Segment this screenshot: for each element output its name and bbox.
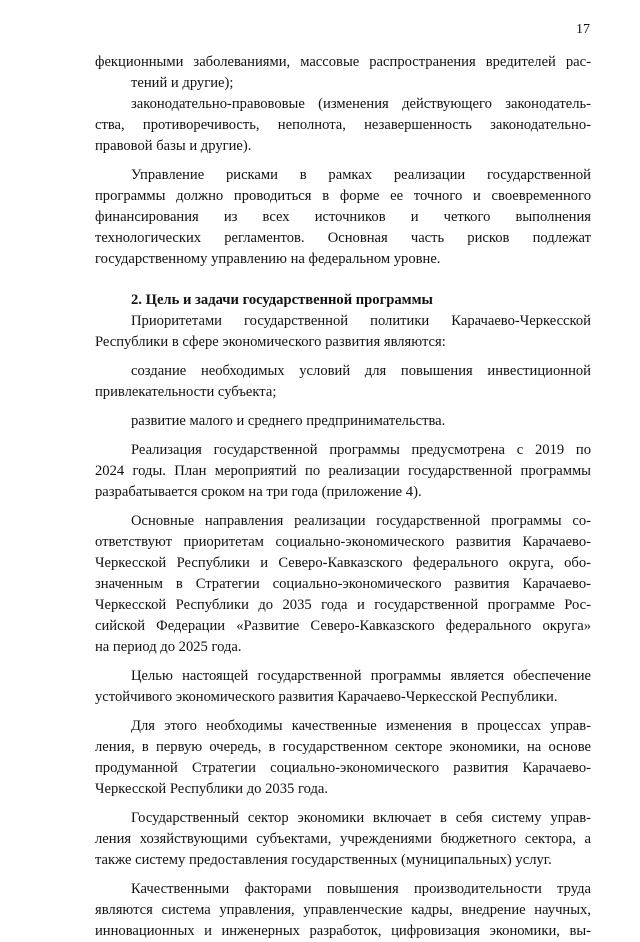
paragraph-implementation-period: [95, 440, 591, 503]
text-line: Черкесской Республики и Северо-Кавказского федерального округа, обо-: [95, 555, 591, 571]
text-line: Основные направления реализации государственной программы со-: [131, 513, 591, 529]
paragraph-productivity-factors: [95, 879, 591, 942]
paragraph-priorities: [95, 311, 591, 353]
text-line: тений и другие);: [131, 75, 234, 91]
text-line: на период до 2025 года.: [95, 639, 242, 655]
text-line: инновационных и инженерных разработок, цифровизация экономики, вы-: [95, 923, 591, 939]
text-line: Для этого необходимы качественные изменения в процессах управ-: [131, 718, 591, 734]
text-line: 2024 годы. План мероприятий по реализации государственной программы: [95, 463, 591, 479]
text-line: Республики в сфере экономического развития являются:: [95, 334, 446, 350]
paragraph-public-sector: [95, 808, 591, 871]
text-line: значенным в Стратегии социально-экономического развития Карачаево-: [95, 576, 591, 592]
text-line: создание необходимых условий для повышения инвестиционной: [131, 363, 591, 379]
text-line: Управление рисками в рамках реализации государственной: [131, 167, 591, 183]
paragraph-legal-risks: [95, 94, 591, 157]
text-line: ответствуют приоритетам социально-экономического развития Карачаево-: [95, 534, 591, 550]
text-line: государственному управлению на федеральном уровне.: [95, 251, 441, 267]
text-line: ления хозяйствующими субъектами, учреждениями бюджетного сектора, а: [95, 831, 591, 847]
text-line: ления, в первую очередь, в государственном секторе экономики, на основе: [95, 739, 591, 755]
text-line: правовой базы и другие).: [95, 138, 252, 154]
text-line: ства, противоречивость, неполнота, незавершенность законодательно-: [95, 117, 591, 133]
text-line: также систему предоставления государственных (муниципальных) услуг.: [95, 852, 552, 868]
text-line: Черкесской Республики до 2035 года.: [95, 781, 329, 797]
text-line: фекционными заболеваниями, массовые распространения вредителей рас-: [95, 54, 591, 70]
text-line: программы должно проводиться в форме ее точного и своевременного: [95, 188, 591, 204]
section-heading: 2. Цель и задачи государственной программы: [131, 292, 433, 308]
text-line: являются система управления, управленческие кадры, внедрение научных,: [95, 902, 591, 918]
paragraph-investment-conditions: [95, 361, 591, 403]
text-line: Качественными факторами повышения производительности труда: [131, 881, 591, 897]
paragraph-risks-continuation: [95, 52, 591, 94]
text-line: развитие малого и среднего предпринимательства.: [131, 413, 446, 429]
text-line: сийской Федерации «Развитие Северо-Кавказского федерального округа»: [95, 618, 591, 634]
text-line: Государственный сектор экономики включает в себя систему управ-: [131, 810, 591, 826]
paragraph-main-directions: [95, 511, 591, 658]
paragraph-risk-management: [95, 165, 591, 270]
text-line: Черкесской Республики до 2035 года и государственной программе Рос-: [95, 597, 591, 613]
text-line: законодательно-правововые (изменения действующего законодатель-: [131, 96, 591, 112]
document-body: [95, 52, 591, 942]
text-line: Целью настоящей государственной программы является обеспечение: [131, 668, 591, 684]
text-line: технологических регламентов. Основная часть рисков подлежат: [95, 230, 591, 246]
text-line: Приоритетами государственной политики Карачаево-Черкесской: [131, 313, 591, 329]
page-number: 17: [576, 22, 590, 37]
text-line: Реализация государственной программы предусмотрена с 2019 по: [131, 442, 591, 458]
text-line: устойчивого экономического развития Карачаево-Черкесской Республики.: [95, 689, 558, 705]
text-line: финансирования из всех источников и четкого выполнения: [95, 209, 591, 225]
paragraph-program-goal: [95, 666, 591, 708]
text-line: продуманной Стратегии социально-экономического развития Карачаево-: [95, 760, 591, 776]
paragraph-small-business: [95, 411, 591, 432]
paragraph-quality-changes: [95, 716, 591, 800]
text-line: разрабатывается сроком на три года (приложение 4).: [95, 484, 422, 500]
text-line: привлекательности субъекта;: [95, 384, 277, 400]
